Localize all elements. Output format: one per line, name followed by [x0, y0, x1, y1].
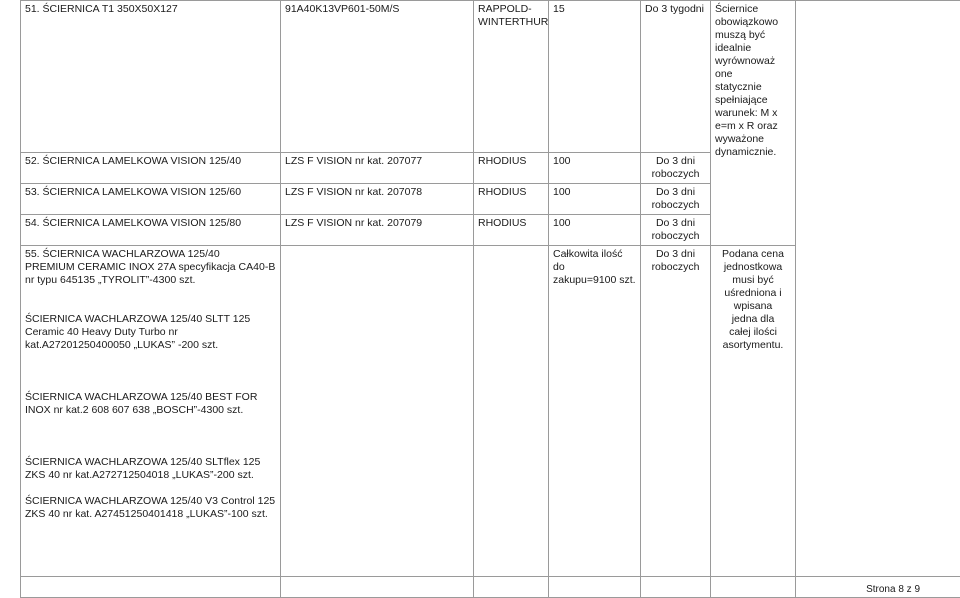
variant-line: Ceramic 40 Heavy Duty Turbo nr — [25, 326, 276, 339]
variant-line: INOX nr kat.2 608 607 638 „BOSCH”-4300 szt. — [25, 404, 276, 417]
item-name: 52. ŚCIERNICA LAMELKOWA VISION 125/40 — [25, 155, 241, 167]
maker-cell — [474, 215, 549, 246]
item-name: 51. ŚCIERNICA T1 350X50X127 — [25, 3, 178, 15]
note-line: warunek: M x — [715, 107, 791, 120]
note-line: jednostkowa — [715, 261, 791, 274]
note-line: musi być — [715, 274, 791, 287]
item-code: LZS F VISION nr kat. 207077 — [285, 155, 422, 167]
maker-cell — [474, 184, 549, 215]
item-name: 55. ŚCIERNICA WACHLARZOWA 125/40 — [25, 248, 276, 261]
maker-cell — [474, 246, 549, 598]
delivery-line: Do 3 dni — [645, 155, 706, 168]
note-line: jedna dla — [715, 313, 791, 326]
note-line: Podana cena — [715, 248, 791, 261]
note-line: e=m x R oraz — [715, 120, 791, 133]
quantity: 100 — [553, 155, 571, 167]
maker-line: RAPPOLD- — [478, 3, 544, 16]
note-line: one — [715, 68, 791, 81]
variant-line: ŚCIERNICA WACHLARZOWA 125/40 SLTflex 125 — [25, 456, 276, 469]
delivery-cell — [641, 246, 711, 598]
note-line: obowiązkowo — [715, 16, 791, 29]
maker-cell — [474, 153, 549, 184]
note-line: statycznie — [715, 81, 791, 94]
item-code: 91A40K13VP601-50M/S — [285, 3, 399, 15]
footer-divider — [20, 576, 960, 577]
quantity: 100 — [553, 217, 571, 229]
delivery-line: roboczych — [645, 168, 706, 181]
note-line: wyrównoważ — [715, 55, 791, 68]
variant-line: ZKS 40 nr kat. A27451250401418 „LUKAS”-100 szt. — [25, 508, 276, 521]
delivery-cell — [641, 215, 711, 246]
variant-line: ŚCIERNICA WACHLARZOWA 125/40 V3 Control 125 — [25, 495, 276, 508]
empty-cell — [796, 1, 960, 598]
notes-cell — [711, 246, 796, 598]
item-name-cell — [21, 153, 281, 184]
maker-line: WINTERTHUR — [478, 16, 544, 29]
variant-line: ŚCIERNICA WACHLARZOWA 125/40 BEST FOR — [25, 391, 276, 404]
document-table — [20, 0, 960, 598]
item-name-cell — [21, 184, 281, 215]
variant-line: ZKS 40 nr kat.A272712504018 „LUKAS”-200 szt. — [25, 469, 276, 482]
note-line: Ściernice — [715, 3, 791, 16]
note-line: dynamicznie. — [715, 146, 791, 159]
delivery-line: Do 3 dni — [645, 186, 706, 199]
item-code: LZS F VISION nr kat. 207079 — [285, 217, 422, 229]
item-code-cell — [281, 1, 474, 153]
item-name: 54. ŚCIERNICA LAMELKOWA VISION 125/80 — [25, 217, 241, 229]
maker: RHODIUS — [478, 186, 526, 198]
item-name-cell — [21, 1, 281, 153]
notes-cell — [711, 1, 796, 246]
note-line: uśredniona i — [715, 287, 791, 300]
variant-line: kat.A27201250400050 „LUKAS” -200 szt. — [25, 339, 276, 352]
delivery-line: roboczych — [645, 230, 706, 243]
delivery-line: roboczych — [645, 261, 706, 274]
qty-line: Całkowita ilość do — [553, 248, 636, 274]
item-name-cell — [21, 215, 281, 246]
note-line: muszą być — [715, 29, 791, 42]
quantity: 15 — [553, 3, 565, 15]
variant-line: ŚCIERNICA WACHLARZOWA 125/40 SLTT 125 — [25, 313, 276, 326]
note-line: całej ilości — [715, 326, 791, 339]
delivery-line: Do 3 dni — [645, 217, 706, 230]
note-line: wyważone — [715, 133, 791, 146]
quantity: 100 — [553, 186, 571, 198]
delivery-cell — [641, 184, 711, 215]
note-line: asortymentu. — [715, 339, 791, 352]
item-name: 53. ŚCIERNICA LAMELKOWA VISION 125/60 — [25, 186, 241, 198]
note-line: idealnie — [715, 42, 791, 55]
qty-cell — [549, 1, 641, 153]
variant-line: nr typu 645135 „TYROLIT”-4300 szt. — [25, 274, 276, 287]
note-line: wpisana — [715, 300, 791, 313]
item-code-cell — [281, 215, 474, 246]
delivery-cell — [641, 1, 711, 153]
delivery-line: roboczych — [645, 199, 706, 212]
delivery: Do 3 tygodni — [645, 3, 704, 15]
maker: RHODIUS — [478, 217, 526, 229]
maker: RHODIUS — [478, 155, 526, 167]
qty-line: zakupu=9100 szt. — [553, 274, 636, 287]
qty-cell — [549, 215, 641, 246]
item-code: LZS F VISION nr kat. 207078 — [285, 186, 422, 198]
item-code-cell — [281, 246, 474, 598]
maker-cell — [474, 1, 549, 153]
qty-cell — [549, 153, 641, 184]
item-code-cell — [281, 153, 474, 184]
item-code-cell — [281, 184, 474, 215]
note-line: spełniające — [715, 94, 791, 107]
qty-cell — [549, 246, 641, 598]
qty-cell — [549, 184, 641, 215]
variant-line: PREMIUM CERAMIC INOX 27A specyfikacja CA40-B — [25, 261, 276, 274]
item-name-cell — [21, 246, 281, 598]
page-number: Strona 8 z 9 — [866, 584, 920, 595]
table-row — [21, 1, 960, 153]
delivery-cell — [641, 153, 711, 184]
delivery-line: Do 3 dni — [645, 248, 706, 261]
